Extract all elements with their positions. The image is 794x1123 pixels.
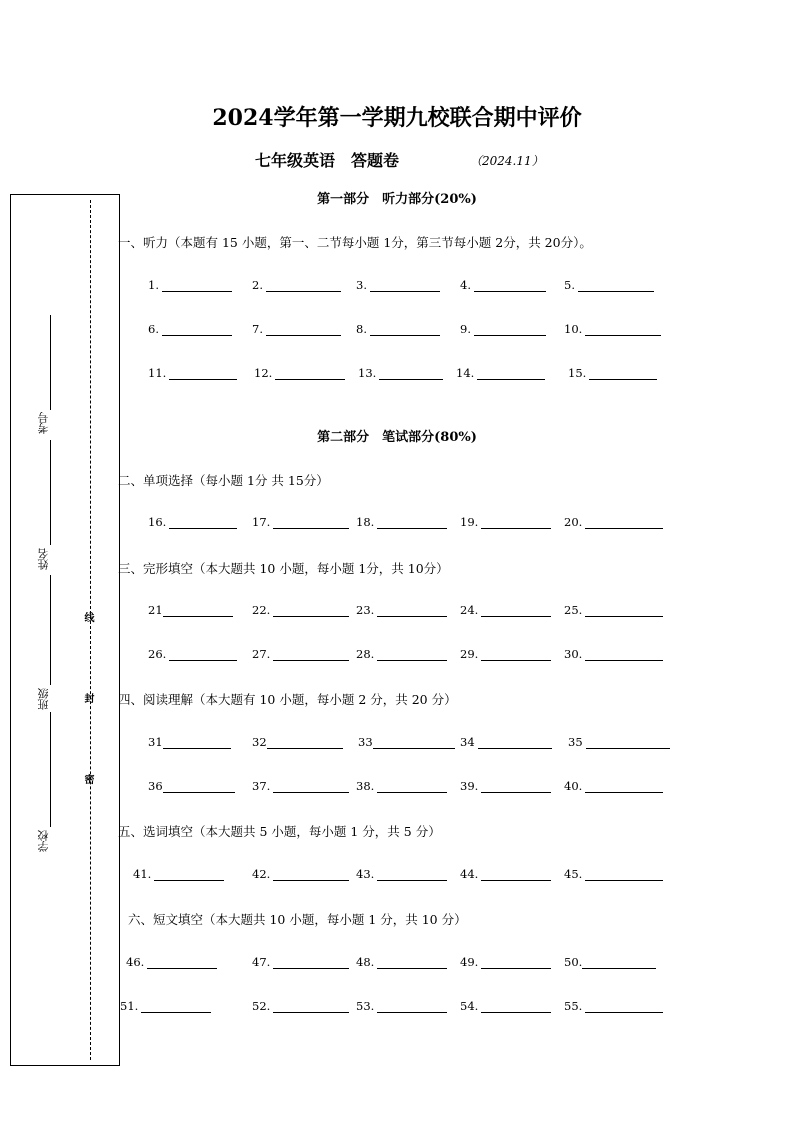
answer-item-20: 20. (564, 515, 663, 529)
answer-blank-52[interactable] (273, 999, 349, 1013)
section4-heading: 四、阅读理解（本大题有 10 小题，每小题 2 分，共 20 分） (118, 692, 457, 707)
class-label: 班级 (37, 688, 50, 710)
answer-blank-43[interactable] (377, 867, 447, 881)
section3-heading: 三、完形填空（本大题共 10 小题，每小题 1分，共 10分） (118, 561, 449, 576)
answer-item-13: 13. (358, 366, 443, 380)
answer-item-44: 44. (460, 867, 551, 881)
answer-item-10: 10. (564, 322, 661, 336)
answer-blank-15[interactable] (589, 366, 657, 380)
answer-item-22: 22. (252, 603, 349, 617)
answer-item-5: 5. (564, 278, 654, 292)
answer-blank-54[interactable] (481, 999, 551, 1013)
answer-item-29: 29. (460, 647, 551, 661)
answer-blank-16[interactable] (169, 515, 237, 529)
answer-blank-32[interactable] (267, 735, 343, 749)
answer-blank-21[interactable] (163, 603, 233, 617)
answer-item-51: 51. (120, 999, 211, 1013)
answer-blank-11[interactable] (169, 366, 237, 380)
answer-item-28: 28. (356, 647, 447, 661)
answer-blank-27[interactable] (273, 647, 349, 661)
answer-blank-34[interactable] (478, 735, 552, 749)
answer-blank-39[interactable] (481, 779, 551, 793)
answer-item-42: 42. (252, 867, 349, 881)
section2-heading: 二、单项选择（每小题 1分 共 15分） (118, 473, 329, 488)
answer-item-33: 33 (358, 735, 455, 749)
answer-item-52: 52. (252, 999, 349, 1013)
answer-blank-51[interactable] (141, 999, 211, 1013)
answer-item-54: 54. (460, 999, 551, 1013)
answer-item-9: 9. (460, 322, 546, 336)
answer-blank-33[interactable] (373, 735, 455, 749)
answer-blank-44[interactable] (481, 867, 551, 881)
answer-blank-26[interactable] (169, 647, 237, 661)
answer-item-45: 45. (564, 867, 663, 881)
answer-item-43: 43. (356, 867, 447, 881)
answer-blank-38[interactable] (377, 779, 447, 793)
sealed-mark: 密 (82, 774, 93, 784)
answer-blank-47[interactable] (273, 955, 349, 969)
answer-blank-8[interactable] (370, 322, 440, 336)
answer-item-25: 25. (564, 603, 663, 617)
answer-blank-31[interactable] (163, 735, 231, 749)
answer-item-19: 19. (460, 515, 551, 529)
exam-date: （2024.11） (470, 154, 544, 168)
answer-blank-25[interactable] (585, 603, 663, 617)
answer-blank-35[interactable] (586, 735, 670, 749)
answer-blank-17[interactable] (273, 515, 349, 529)
answer-item-18: 18. (356, 515, 447, 529)
answer-blank-55[interactable] (585, 999, 663, 1013)
answer-item-47: 47. (252, 955, 349, 969)
answer-item-36: 36 (148, 779, 235, 793)
answer-item-31: 31 (148, 735, 231, 749)
answer-item-41: 41. (133, 867, 224, 881)
section5-heading: 五、选词填空（本大题共 5 小题，每小题 1 分，共 5 分） (118, 824, 441, 839)
answer-item-3: 3. (356, 278, 440, 292)
answer-item-26: 26. (148, 647, 237, 661)
answer-item-37: 37. (252, 779, 349, 793)
answer-item-23: 23. (356, 603, 447, 617)
answer-blank-41[interactable] (154, 867, 224, 881)
name-label: 姓名 (37, 548, 50, 570)
answer-item-2: 2. (252, 278, 341, 292)
answer-item-8: 8. (356, 322, 440, 336)
answer-item-12: 12. (254, 366, 345, 380)
answer-item-27: 27. (252, 647, 349, 661)
answer-item-4: 4. (460, 278, 546, 292)
answer-blank-48[interactable] (377, 955, 447, 969)
answer-item-21: 21 (148, 603, 233, 617)
exam-no-line (50, 315, 51, 410)
answer-item-55: 55. (564, 999, 663, 1013)
answer-blank-49[interactable] (481, 955, 551, 969)
answer-blank-46[interactable] (147, 955, 217, 969)
answer-item-39: 39. (460, 779, 551, 793)
answer-blank-45[interactable] (585, 867, 663, 881)
answer-blank-24[interactable] (481, 603, 551, 617)
answer-blank-4[interactable] (474, 278, 546, 292)
school-line (50, 712, 51, 827)
part1-title: 第一部分 听力部分(20%) (317, 192, 477, 207)
answer-blank-20[interactable] (585, 515, 663, 529)
answer-blank-9[interactable] (474, 322, 546, 336)
answer-blank-53[interactable] (377, 999, 447, 1013)
answer-blank-7[interactable] (266, 322, 341, 336)
answer-item-17: 17. (252, 515, 349, 529)
answer-item-32: 32 (252, 735, 343, 749)
answer-item-6: 6. (148, 322, 232, 336)
answer-blank-22[interactable] (273, 603, 349, 617)
page-title: 2024学年第一学期九校联合期中评价 (212, 105, 582, 131)
answer-item-1: 1. (148, 278, 232, 292)
cut-line (90, 200, 91, 1060)
answer-item-11: 11. (148, 366, 237, 380)
answer-item-24: 24. (460, 603, 551, 617)
answer-blank-3[interactable] (370, 278, 440, 292)
answer-item-30: 30. (564, 647, 663, 661)
answer-blank-13[interactable] (379, 366, 443, 380)
answer-blank-2[interactable] (266, 278, 341, 292)
answer-item-35: 35 (568, 735, 670, 749)
part2-title: 第二部分 笔试部分(80%) (317, 430, 477, 445)
answer-blank-29[interactable] (481, 647, 551, 661)
answer-blank-40[interactable] (585, 779, 663, 793)
answer-item-15: 15. (568, 366, 657, 380)
answer-blank-37[interactable] (273, 779, 349, 793)
answer-blank-1[interactable] (162, 278, 232, 292)
answer-item-34: 34 (460, 735, 552, 749)
answer-blank-30[interactable] (585, 647, 663, 661)
answer-blank-42[interactable] (273, 867, 349, 881)
answer-item-38: 38. (356, 779, 447, 793)
answer-item-40: 40. (564, 779, 663, 793)
answer-item-50: 50. (564, 955, 656, 969)
line-mark: 线 (82, 612, 93, 622)
name-line (50, 440, 51, 545)
answer-item-46: 46. (126, 955, 217, 969)
answer-blank-10[interactable] (585, 322, 661, 336)
seal-mark: 封 (82, 693, 93, 703)
school-label: 学校 (37, 830, 50, 852)
answer-blank-12[interactable] (275, 366, 345, 380)
answer-item-16: 16. (148, 515, 237, 529)
binding-margin-box (10, 194, 120, 1066)
exam-no-label: 考号 (37, 412, 50, 434)
answer-blank-28[interactable] (377, 647, 447, 661)
answer-item-49: 49. (460, 955, 551, 969)
class-line (50, 575, 51, 685)
page-subtitle: 七年级英语 答题卷 (255, 151, 400, 170)
answer-item-14: 14. (456, 366, 545, 380)
answer-blank-50[interactable] (582, 955, 656, 969)
answer-item-7: 7. (252, 322, 341, 336)
answer-blank-5[interactable] (578, 278, 654, 292)
answer-blank-6[interactable] (162, 322, 232, 336)
answer-item-53: 53. (356, 999, 447, 1013)
answer-item-48: 48. (356, 955, 447, 969)
section1-heading: 一、听力（本题有 15 小题，第一、二节每小题 1分，第三节每小题 2分，共 20分）。 (118, 235, 592, 250)
answer-blank-18[interactable] (377, 515, 447, 529)
answer-blank-14[interactable] (477, 366, 545, 380)
answer-blank-23[interactable] (377, 603, 447, 617)
answer-blank-36[interactable] (163, 779, 235, 793)
answer-blank-19[interactable] (481, 515, 551, 529)
section6-heading: 六、短文填空（本大题共 10 小题，每小题 1 分，共 10 分） (128, 912, 467, 927)
